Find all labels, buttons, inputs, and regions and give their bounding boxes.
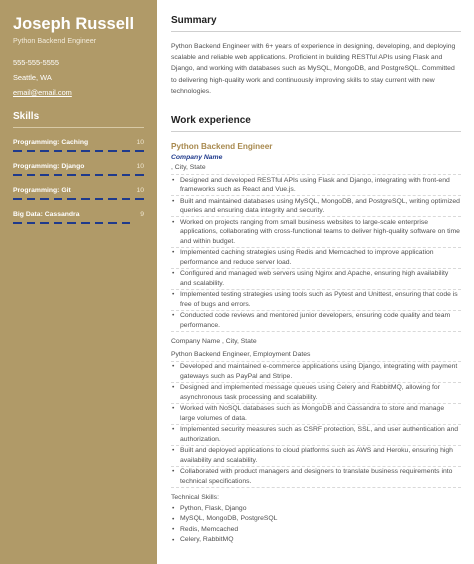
summary-text: Python Backend Engineer with 6+ years of experience in designing, developing, and deploying scalable and reliable web applications. Proficient in building RESTful APIs using Flask and Django, and working with databases such as MySQL, MongoDB, and PostgreSQL. Committed to delivering high-quality work and continuously improving skills to stay current with new technologies. — [171, 43, 456, 95]
skill-bar-segment — [135, 198, 144, 200]
phone: 555-555-5555 — [13, 58, 60, 67]
list-item: • MySQL, MongoDB, PostgreSQL — [171, 514, 461, 525]
skill-bar-segment — [27, 222, 36, 224]
skill-bar-segment — [81, 198, 90, 200]
summary-heading: Summary — [171, 15, 461, 32]
list-item: • Designed and developed RESTful APIs using Flask and Django, integrating with front-end frameworks such as React and Vue.js. — [171, 175, 461, 196]
skill-item — [13, 211, 144, 224]
skill-bar-segment — [27, 174, 36, 176]
skill-level: 10 — [136, 163, 144, 170]
list-item: • Implemented caching strategies using Redis and Memcached to improve application performance and reduce server load. — [171, 248, 461, 269]
list-item: • Built and maintained databases using MySQL, MongoDB, and PostgreSQL, writing optimized queries and ensuring data integrity and security. — [171, 196, 461, 217]
skill-level: 10 — [136, 187, 144, 194]
skill-level-bar — [13, 174, 144, 176]
skill-bar-segment — [81, 150, 90, 152]
skill-label: Programming: Django — [13, 163, 85, 170]
skill-item — [13, 163, 144, 176]
skill-bar-segment — [95, 222, 104, 224]
email-link[interactable]: email@email.com — [13, 88, 72, 97]
list-item: • Worked on projects ranging from small business websites to large-scale enterprise applications, collaborating with cross-functional teams to deliver high-quality software on time and within budget. — [171, 217, 461, 248]
technical-skills-label: Technical Skills: — [171, 493, 219, 501]
list-item: • Redis, Memcached — [171, 525, 461, 536]
skill-bar-segment — [122, 174, 131, 176]
list-item: • Developed and maintained e-commerce applications using Django, integrating with payment gateways such as PayPal and Stripe. — [171, 362, 461, 383]
skill-level-bar — [13, 150, 144, 152]
skill-bar-segment — [67, 150, 76, 152]
list-item: • Python, Flask, Django — [171, 504, 461, 515]
sidebar — [0, 0, 157, 564]
role-line: Python Backend Engineer, Employment Dates — [171, 350, 311, 358]
skill-bar-segment — [54, 222, 63, 224]
skill-bar-segment — [13, 222, 22, 224]
skill-bar-segment — [27, 198, 36, 200]
skill-bar-segment — [108, 150, 117, 152]
list-item: • Designed and implemented message queues using Celery and RabbitMQ, allowing for asynchronous task processing and scalability. — [171, 383, 461, 404]
skill-label: Programming: Git — [13, 187, 71, 194]
skill-bar-segment — [81, 222, 90, 224]
skill-level-bar — [13, 222, 144, 224]
list-item: • Collaborated with product managers and designers to translate business requirements into technical specifications. — [171, 467, 461, 488]
skill-bar-segment — [27, 150, 36, 152]
skill-label: Programming: Caching — [13, 139, 89, 146]
skill-level: 9 — [140, 211, 144, 218]
skill-bar-segment — [40, 150, 49, 152]
skill-bar-segment — [135, 174, 144, 176]
list-item: • Worked with NoSQL databases such as MongoDB and Cassandra to store and manage large volumes of data. — [171, 404, 461, 425]
skill-bar-segment — [40, 222, 49, 224]
skill-level-bar — [13, 198, 144, 200]
skill-bar-segment — [95, 150, 104, 152]
skill-bar-segment — [67, 222, 76, 224]
skill-bar-segment — [108, 198, 117, 200]
skill-bar-segment — [67, 174, 76, 176]
skill-bar-segment — [95, 198, 104, 200]
contact-block — [13, 55, 144, 100]
skill-bar-segment — [122, 198, 131, 200]
list-item: • Celery, RabbitMQ — [171, 535, 461, 546]
skill-bar-segment — [13, 174, 22, 176]
technical-skills-list — [171, 504, 461, 546]
skill-bar-segment — [40, 174, 49, 176]
job-title: Python Backend Engineer — [171, 142, 273, 152]
skill-item — [13, 139, 144, 152]
skill-label: Big Data: Cassandra — [13, 211, 80, 218]
skill-bar-segment — [54, 198, 63, 200]
list-item: • Configured and managed web servers using Nginx and Apache, ensuring high availability and scalability. — [171, 269, 461, 290]
skill-bar-segment — [54, 150, 63, 152]
skill-bar-segment — [95, 174, 104, 176]
skill-bar-segment — [108, 222, 117, 224]
skill-bar-segment — [67, 198, 76, 200]
skill-bar-segment — [13, 150, 22, 152]
skills-heading: Skills — [13, 111, 144, 128]
skill-item — [13, 187, 144, 200]
skill-bar-segment — [54, 174, 63, 176]
skill-bar-segment — [40, 198, 49, 200]
list-item: • Implemented testing strategies using tools such as Pytest and Unittest, ensuring that code is free of bugs and errors. — [171, 290, 461, 311]
skill-bar-segment — [108, 174, 117, 176]
candidate-name: Joseph Russell — [13, 15, 135, 33]
skill-bar-segment — [13, 198, 22, 200]
list-item: • Conducted code reviews and mentored junior developers, ensuring code quality and team performance. — [171, 311, 461, 332]
skill-level: 10 — [136, 139, 144, 146]
skill-bar-segment — [135, 150, 144, 152]
job-location: , City, State — [171, 164, 206, 172]
work-experience-heading: Work experience — [171, 115, 461, 132]
main-content — [171, 0, 461, 564]
list-item: • Implemented security measures such as CSRF protection, SSL, and user authentication and authorization. — [171, 425, 461, 446]
job-bullets-2 — [171, 361, 461, 488]
company-line: Company Name , City, State — [171, 337, 257, 345]
list-item: • Built and deployed applications to cloud platforms such as AWS and Heroku, ensuring high availability and scalability. — [171, 446, 461, 467]
location: Seattle, WA — [13, 73, 52, 82]
company-name: Company Name — [171, 154, 223, 162]
skill-bar-segment — [122, 150, 131, 152]
skill-bar-segment — [81, 174, 90, 176]
job-bullets — [171, 174, 461, 332]
skill-bar-segment — [122, 222, 131, 224]
candidate-title: Python Backend Engineer — [13, 36, 97, 45]
skill-bar-segment — [135, 222, 144, 224]
